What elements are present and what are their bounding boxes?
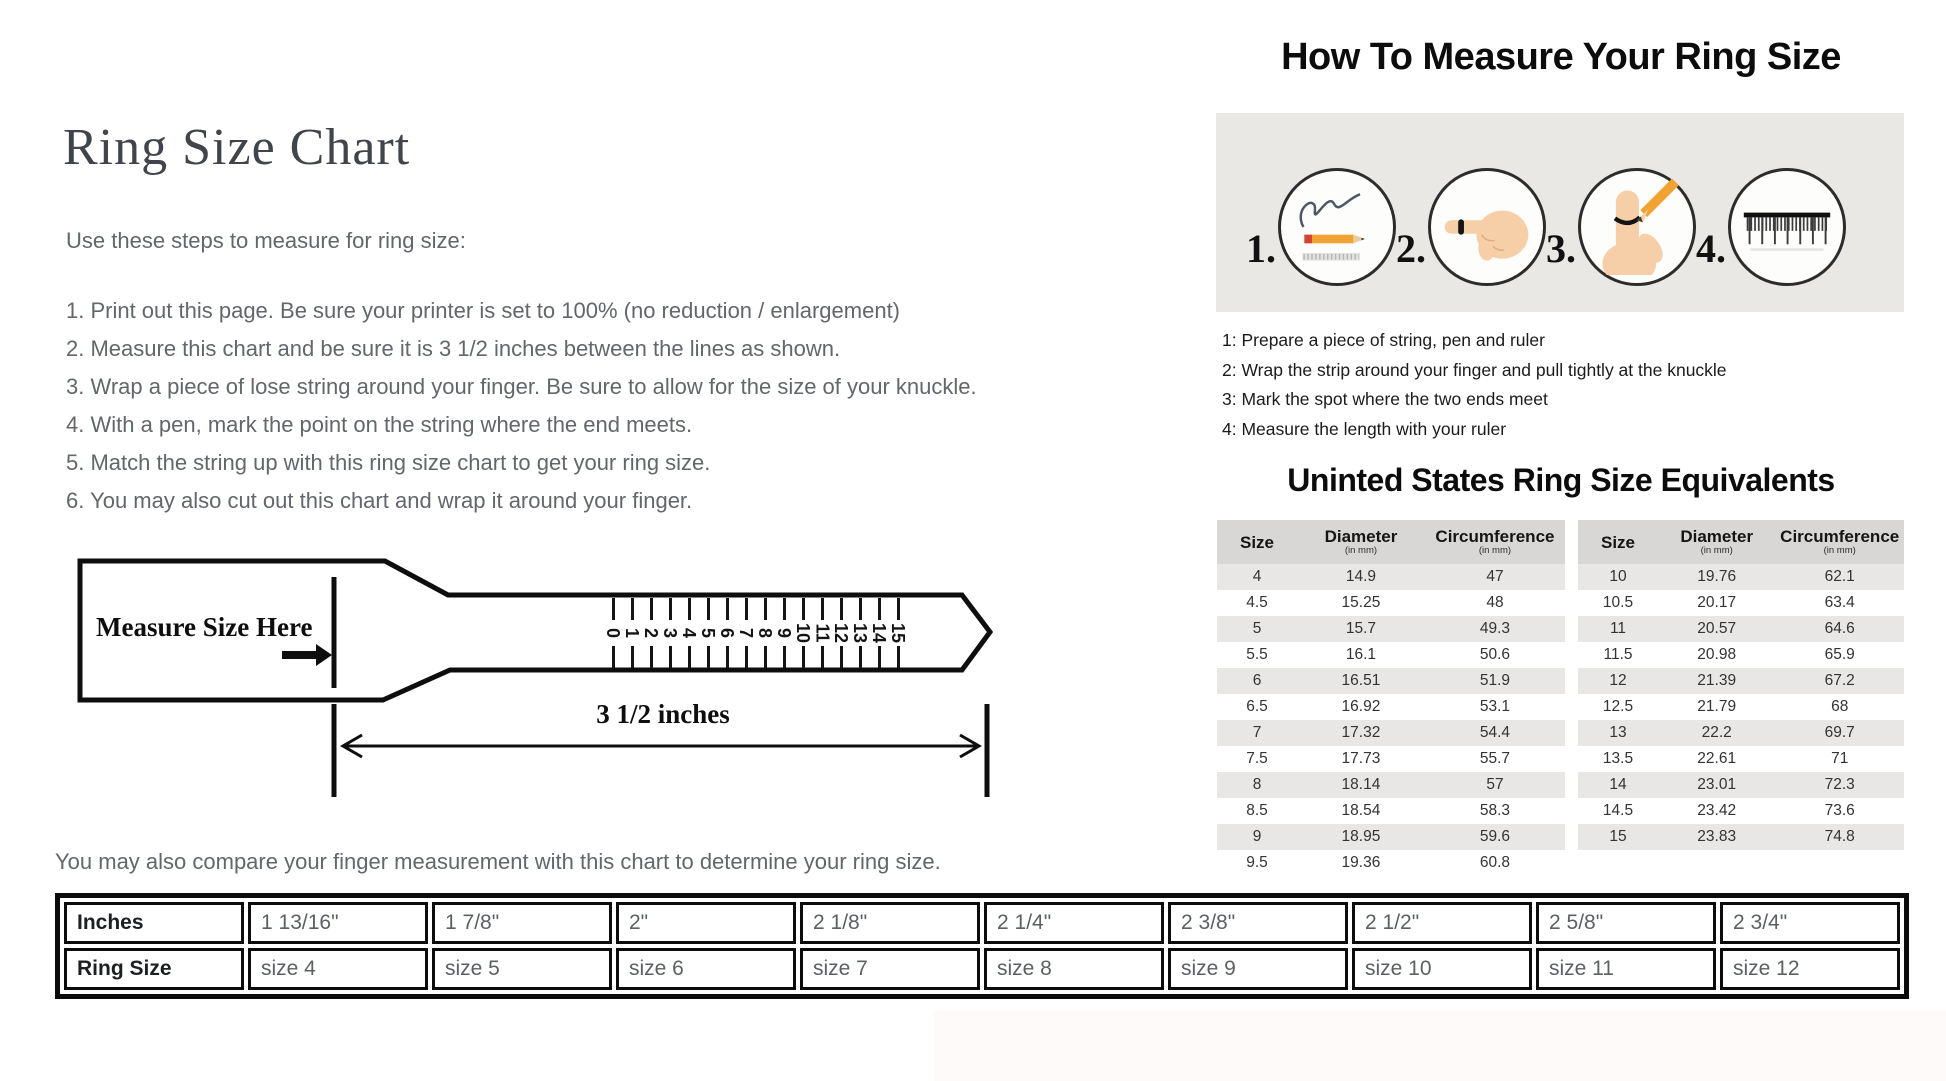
tick-mark [604,598,623,668]
ring-size-value-cell: size 5 [432,948,612,990]
how-to-step-4 [1696,168,1846,312]
tick-mark [642,598,661,668]
inches-value-cell: 1 13/16" [248,902,428,944]
diameter-cell: 20.17 [1697,594,1737,611]
size-cell: 6.5 [1246,698,1268,715]
diameter-header: Diameter (in mm) [1680,527,1754,556]
circumference-cell: 68 [1831,698,1849,715]
inches-to-size-table [55,893,1909,999]
table-row [1578,616,1904,642]
inches-value-cell: 1 7/8" [432,902,612,944]
ring-size-value-cell: size 8 [984,948,1164,990]
tick-number: 13 [850,622,871,644]
size-cell: 7 [1252,724,1262,741]
tick-number: 4 [679,627,700,639]
step-3-circle [1578,168,1696,286]
tick-line-bottom [745,646,748,668]
step-1-circle [1278,168,1396,286]
diameter-cell: 18.95 [1341,828,1381,845]
size-header: Size [1600,532,1636,552]
tick-mark [794,598,813,668]
tick-number: 5 [698,627,719,639]
ring-size-value-cell: size 6 [616,948,796,990]
how-to-step-text: 4: Measure the length with your ruler [1222,418,1507,439]
how-to-step-text: 2: Wrap the strip around your finger and pull tightly at the knuckle [1222,359,1727,380]
tick-line-bottom [783,646,786,668]
size-cell: 15 [1609,828,1627,845]
instructions-intro: Use these steps to measure for ring size: [66,228,466,253]
size-cell: 10 [1609,568,1627,585]
tick-mark [737,598,756,668]
tick-line-top [650,598,653,620]
tick-line-bottom [878,646,881,668]
tick-line-bottom [802,646,805,668]
circumference-cell: 67.2 [1824,672,1855,689]
circumference-cell: 51.9 [1479,672,1511,689]
tick-line-top [802,598,805,620]
diameter-cell: 21.79 [1697,698,1737,715]
tick-line-top [745,598,748,620]
diameter-cell: 20.57 [1697,620,1737,637]
instruction-step: 5. Match the string up with this ring size chart to get your ring size. [66,450,711,475]
tick-mark [680,598,699,668]
diameter-cell: 20.98 [1697,646,1737,663]
ring-size-value-cell: size 12 [1720,948,1900,990]
inches-value-cell: 2 1/2" [1352,902,1532,944]
diameter-cell: 15.7 [1345,620,1377,637]
size-cell: 8.5 [1246,802,1268,819]
instructions-list [66,292,977,520]
tick-number: 15 [888,622,909,644]
step-3-number: 3. [1546,226,1576,271]
inches-row-label: Inches [64,902,244,944]
table-row [1217,850,1565,876]
table-row [1578,772,1904,798]
table-row [1578,668,1904,694]
circumference-cell: 64.6 [1824,620,1855,637]
inches-value-cell: 2 1/8" [800,902,980,944]
circumference-cell: 50.6 [1479,646,1511,663]
diameter-cell: 23.42 [1697,802,1737,819]
tick-line-bottom [897,646,900,668]
circumference-cell: 48 [1486,594,1504,611]
instruction-step: 4. With a pen, mark the point on the string where the end meets. [66,412,693,437]
tick-line-bottom [669,646,672,668]
circumference-cell: 47 [1486,568,1504,585]
diameter-cell: 16.92 [1341,698,1381,715]
tick-number: 2 [641,627,662,639]
diameter-cell: 14.9 [1345,568,1377,585]
tick-mark [889,598,908,668]
tick-line-top [764,598,767,620]
size-cell: 12 [1609,672,1627,689]
ring-size-value-cell: size 10 [1352,948,1532,990]
size-cell: 10.5 [1602,594,1634,611]
table-row [1578,590,1904,616]
tick-mark [813,598,832,668]
mark-string-ends-icon [1589,179,1685,275]
how-to-step-text: 1: Prepare a piece of string, pen and ruler [1222,330,1545,350]
how-to-step-1 [1246,168,1396,312]
table-body [1217,564,1565,876]
circumference-cell: 74.8 [1824,828,1855,845]
table-row [1217,824,1565,850]
diameter-cell: 23.01 [1697,776,1737,793]
circumference-cell: 55.7 [1479,750,1511,767]
tick-line-top [783,598,786,620]
string-pencil-ruler-icon [1289,179,1385,275]
tick-line-bottom [631,646,634,668]
tick-number: 14 [869,622,890,644]
tick-line-bottom [726,646,729,668]
table-body [1578,564,1904,876]
inches-value-cell: 2" [616,902,796,944]
size-cell: 11.5 [1603,646,1633,663]
diameter-cell: 22.61 [1697,750,1737,767]
measure-size-here-label: Measure Size Here [96,612,313,642]
tick-mark [699,598,718,668]
tick-mark [775,598,794,668]
table-row [1578,850,1904,876]
right-arrow-icon [282,644,332,666]
size-cell: 14 [1609,776,1627,793]
size-cell: 13 [1609,724,1627,741]
ring-size-row [64,948,1900,990]
circumference-cell: 63.4 [1824,594,1855,611]
diameter-cell: 16.1 [1345,646,1377,663]
size-cell: 11 [1609,620,1627,637]
inches-value-cell: 2 5/8" [1536,902,1716,944]
table-row [1217,616,1565,642]
table-row [1217,720,1565,746]
size-cell: 14.5 [1602,802,1634,819]
tick-mark [851,598,870,668]
tick-number: 7 [736,627,757,639]
circumference-cell: 60.8 [1479,854,1511,871]
tick-line-top [897,598,900,620]
table-row [1217,772,1565,798]
us-ring-size-tables [1217,520,1904,876]
table-header [1217,520,1565,564]
table-row [1578,642,1904,668]
how-to-steps-list [1222,326,1727,444]
equivalents-table-left [1217,520,1565,876]
diameter-cell: 18.54 [1341,802,1381,819]
circumference-cell: 54.4 [1479,724,1511,741]
size-cell: 5 [1252,620,1262,637]
circumference-cell: 58.3 [1479,802,1511,819]
size-cell: 12.5 [1602,698,1634,715]
tick-number: 10 [793,622,814,644]
inches-value-cell: 2 3/8" [1168,902,1348,944]
diameter-cell: 19.36 [1341,854,1381,871]
string-around-finger-icon [1439,179,1535,275]
table-row [1217,642,1565,668]
ruler-measure-icon [1739,179,1835,275]
inches-row [64,902,1900,944]
tick-mark [718,598,737,668]
tick-mark [623,598,642,668]
tick-line-bottom [650,646,653,668]
diameter-cell: 22.2 [1701,724,1732,741]
tick-line-top [612,598,615,620]
size-cell: 9.5 [1246,854,1268,871]
tick-number: 8 [755,627,776,639]
circumference-cell: 73.6 [1824,802,1855,819]
step-2-circle [1428,168,1546,286]
tick-line-bottom [821,646,824,668]
table-row [1217,798,1565,824]
page-title: Ring Size Chart [63,119,411,176]
tick-number: 12 [831,622,852,644]
equivalents-table-right [1578,520,1904,876]
circumference-cell: 71 [1831,750,1849,767]
tick-number: 6 [717,627,738,639]
table-row [1217,694,1565,720]
tick-number: 3 [660,627,681,639]
sizer-tick-scale [604,598,908,668]
tick-line-bottom [840,646,843,668]
size-cell: 7.5 [1246,750,1268,767]
circumference-cell: 59.6 [1479,828,1511,845]
tick-line-top [859,598,862,620]
instruction-step: 3. Wrap a piece of lose string around your finger. Be sure to allow for the size of your knuckle. [66,374,977,399]
size-cell: 13.5 [1602,750,1634,767]
ring-size-row-label: Ring Size [64,948,244,990]
step-1-number: 1. [1246,226,1276,271]
tick-line-top [821,598,824,620]
diameter-cell: 19.76 [1697,568,1737,585]
tick-mark [661,598,680,668]
circumference-cell: 53.1 [1479,698,1511,715]
tick-mark [832,598,851,668]
table-row [1217,590,1565,616]
how-to-step-3 [1546,168,1696,312]
size-cell: 5.5 [1246,646,1268,663]
table-row [1217,668,1565,694]
circumference-header: Circumference (in mm) [1435,527,1555,556]
ring-size-value-cell: size 9 [1168,948,1348,990]
instruction-step: 2. Measure this chart and be sure it is 3 1/2 inches between the lines as shown. [66,336,841,361]
size-cell: 4 [1252,568,1262,585]
circumference-cell: 57 [1486,776,1504,793]
diameter-cell: 15.25 [1341,594,1381,611]
equivalents-title: Uninted States Ring Size Equivalents [1287,462,1835,498]
tick-line-bottom [859,646,862,668]
tick-line-top [688,598,691,620]
table-row [1578,564,1904,590]
tick-number: 11 [812,623,833,643]
compare-note: You may also compare your finger measurement with this chart to determine your ring size. [55,849,941,874]
circumference-cell: 62.1 [1824,568,1855,585]
inches-value-cell: 2 3/4" [1720,902,1900,944]
diameter-header: Diameter (in mm) [1324,527,1398,556]
diameter-cell: 23.83 [1697,828,1737,845]
instruction-step: 1. Print out this page. Be sure your printer is set to 100% (no reduction / enlargement) [66,298,901,323]
size-cell: 4.5 [1246,594,1268,611]
circumference-header: Circumference (in mm) [1780,527,1900,556]
diameter-cell: 21.39 [1697,672,1737,689]
tick-line-top [631,598,634,620]
ring-size-value-cell: size 11 [1536,948,1716,990]
ring-size-value-cell: size 4 [248,948,428,990]
table-row [1578,720,1904,746]
diameter-cell: 17.73 [1341,750,1381,767]
footer-strip [934,1010,1946,1081]
tick-line-bottom [764,646,767,668]
circumference-cell: 69.7 [1824,724,1855,741]
table-row [1578,694,1904,720]
diameter-cell: 18.14 [1341,776,1381,793]
circumference-cell: 65.9 [1824,646,1855,663]
instruction-step: 6. You may also cut out this chart and wrap it around your finger. [66,488,693,513]
circumference-cell: 72.3 [1824,776,1855,793]
tick-mark [756,598,775,668]
circumference-cell: 49.3 [1479,620,1511,637]
step-2-number: 2. [1396,226,1426,271]
size-cell: 9 [1252,828,1262,845]
how-to-steps-panel [1216,113,1904,312]
tick-line-top [669,598,672,620]
table-header [1578,520,1904,564]
step-4-number: 4. [1696,226,1726,271]
tick-line-bottom [688,646,691,668]
ring-sizer-diagram [55,548,1005,810]
tick-line-top [726,598,729,620]
diameter-cell: 16.51 [1341,672,1381,689]
size-cell: 8 [1252,776,1262,793]
size-header: Size [1239,532,1275,552]
table-row [1578,798,1904,824]
table-row [1578,824,1904,850]
dimension-label: 3 1/2 inches [596,699,730,729]
tick-line-bottom [707,646,710,668]
tick-line-top [840,598,843,620]
table-row [1217,564,1565,590]
how-to-step-2 [1396,168,1546,312]
how-to-measure-title: How To Measure Your Ring Size [1281,36,1841,78]
tick-number: 0 [603,627,624,639]
step-4-circle [1728,168,1846,286]
table-row [1578,746,1904,772]
tick-line-top [878,598,881,620]
diameter-cell: 17.32 [1341,724,1381,741]
table-row [1217,746,1565,772]
tick-number: 1 [622,627,643,639]
size-cell: 6 [1252,672,1262,689]
inches-value-cell: 2 1/4" [984,902,1164,944]
tick-line-bottom [612,646,615,668]
ring-size-value-cell: size 7 [800,948,980,990]
tick-mark [870,598,889,668]
tick-number: 9 [774,627,795,639]
tick-line-top [707,598,710,620]
how-to-step-text: 3: Mark the spot where the two ends meet [1222,389,1548,409]
